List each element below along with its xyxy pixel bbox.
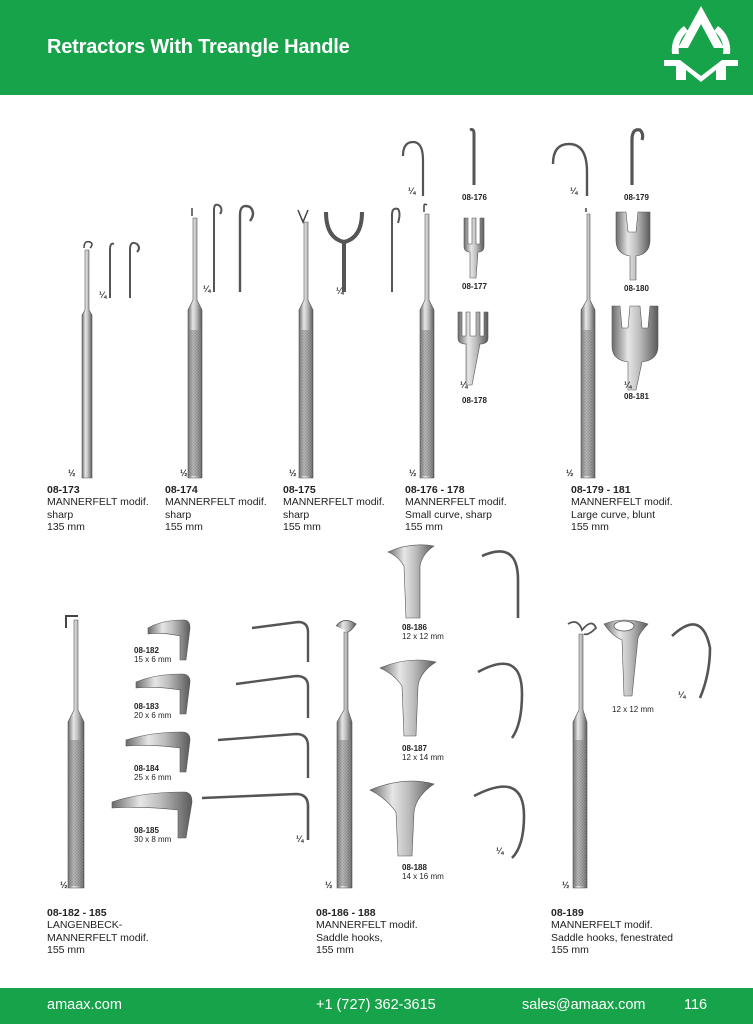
phone-link[interactable]: +1 (727) 362-3615 [316,997,436,1013]
product-line: sharp [283,508,310,521]
blade-size: 25 x 6 mm [134,773,172,782]
scale-half-175: ½ [289,468,297,478]
product-line: MANNERFELT modif. [571,496,673,509]
product-number: 08-176 - 178 [405,484,465,496]
product-line: MANNERFELT modif. [165,496,267,509]
retractor-08-179-illustration [553,130,658,478]
scale-half-189: ½ [562,880,570,890]
product-line: MANNERFELT modif. [47,931,149,944]
blade-code: 08-182 [134,646,159,655]
retractor-08-189-illustration [568,620,710,888]
product-line: 155 mm [47,944,85,957]
scale-half-174: ½ [180,468,188,478]
scale-quarter-189: ¼ [678,690,686,700]
fenestrated-size: 12 x 12 mm [612,705,654,714]
tip-code: 08-177 [462,282,487,291]
tip-code: 08-181 [624,392,649,401]
product-line: 135 mm [47,521,85,534]
blade-size: 30 x 8 mm [134,835,172,844]
email-link[interactable]: sales@amaax.com [522,997,646,1013]
product-number: 08-175 [283,484,316,496]
product-number: 08-179 - 181 [571,484,631,496]
product-number: 08-186 - 188 [316,907,376,919]
scale-quarter-174: ¼ [203,284,211,294]
product-caption [47,907,149,957]
product-line: Saddle hooks, [316,931,383,944]
scale-half-179: ½ [566,468,574,478]
product-caption [47,484,149,534]
blade-code: 08-183 [134,702,159,711]
scale-quarter-176: ¼ [408,186,416,196]
product-line: MANNERFELT modif. [316,919,418,932]
page-footer [0,988,753,1024]
saddle-size: 14 x 16 mm [402,872,444,881]
page-title: Retractors With Treangle Handle [47,36,350,58]
scale-half-182: ½ [60,880,68,890]
saddle-size: 12 x 14 mm [402,753,444,762]
retractor-08-182-185-illustration [66,616,308,888]
scale-half-173: ½ [68,468,76,478]
product-line: Large curve, blunt [571,508,656,521]
scale-quarter-173: ¼ [99,290,107,300]
blade-size: 20 x 6 mm [134,711,172,720]
tip-code: 08-176 [462,193,487,202]
saddle-code: 08-187 [402,744,427,753]
blade-code: 08-185 [134,826,159,835]
scale-quarter-188: ¼ [496,846,504,856]
product-line: Small curve, sharp [405,508,492,521]
scale-half-186: ½ [325,880,333,890]
scale-quarter-185: ¼ [296,834,304,844]
product-number: 08-174 [165,484,198,496]
product-line: 155 mm [405,521,443,534]
retractor-08-175-illustration [298,209,400,478]
product-line: MANNERFELT modif. [283,496,385,509]
product-line: 155 mm [551,944,589,957]
blade-code: 08-184 [134,764,159,773]
scale-quarter-179: ¼ [570,186,578,196]
product-line: 155 mm [283,521,321,534]
product-caption [165,484,267,534]
product-number: 08-182 - 185 [47,907,107,919]
blade-size: 15 x 6 mm [134,655,172,664]
scale-quarter-181: ¼ [624,380,632,390]
scale-quarter-175: ¼ [336,286,344,296]
product-line: sharp [165,508,192,521]
product-line: 155 mm [316,944,354,957]
page-number: 116 [684,997,708,1013]
tip-code: 08-178 [462,396,487,405]
product-number: 08-189 [551,907,584,919]
product-number: 08-173 [47,484,80,496]
scale-quarter-178: ¼ [460,380,468,390]
scale-half-176: ½ [409,468,417,478]
product-caption [283,484,385,534]
product-caption [405,484,507,534]
product-line: 155 mm [571,521,609,534]
product-line: MANNERFELT modif. [551,919,653,932]
retractor-08-174-illustration [188,205,253,478]
saddle-size: 12 x 12 mm [402,632,444,641]
product-line: MANNERFELT modif. [405,496,507,509]
saddle-code: 08-188 [402,863,427,872]
product-line: MANNERFELT modif. [47,496,149,509]
product-line: sharp [47,508,74,521]
product-caption [571,484,673,534]
website-link[interactable]: amaax.com [47,997,122,1013]
saddle-code: 08-186 [402,623,427,632]
product-line: LANGENBECK- [47,919,123,932]
product-line: Saddle hooks, fenestrated [551,931,674,944]
retractor-08-173-illustration [82,242,139,478]
product-line: 155 mm [165,521,203,534]
product-caption [316,907,418,957]
retractor-08-186-188-illustration [336,545,524,888]
product-caption [551,907,673,957]
tip-code: 08-180 [624,284,649,293]
tip-code: 08-179 [624,193,649,202]
retractor-08-176-illustration [403,130,488,479]
